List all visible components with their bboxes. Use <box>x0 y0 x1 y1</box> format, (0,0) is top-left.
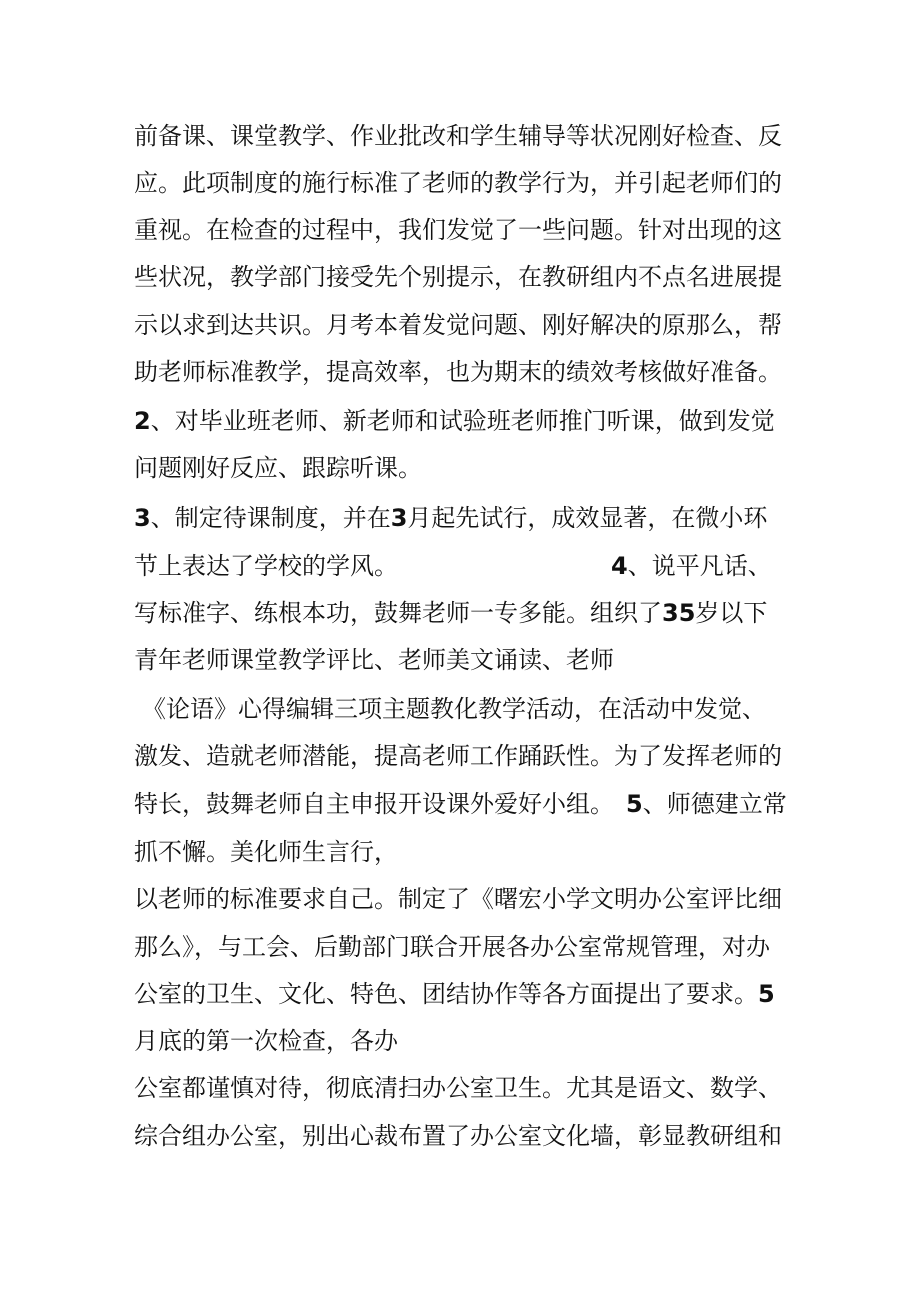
text-run: 那么》，与工会、后勤部门联合开展各办公室常规管理，对办 <box>134 933 770 961</box>
inline-number: 3 <box>390 504 408 532</box>
text-run: 节上表达了学校的学风。 <box>134 552 398 580</box>
text-line <box>134 310 782 340</box>
list-number: 3 <box>134 504 151 532</box>
text-line <box>134 979 775 1009</box>
text-run: 些状况，教学部门接受先个别提示，在教研组内不点名进展提 <box>134 263 782 291</box>
inline-number: 5 <box>758 980 775 1008</box>
text-line <box>142 694 766 724</box>
text-run: 公室的卫生、文化、特色、团结协作等各方面提出了要求。 <box>134 980 758 1008</box>
text-run: 问题刚好反应、跟踪听课。 <box>134 454 422 482</box>
text-run: 、制定待课制度，并在 <box>150 504 391 532</box>
list-number: 4 <box>611 552 628 580</box>
text-line <box>134 789 787 819</box>
text-line <box>134 1026 398 1056</box>
text-line <box>134 932 770 962</box>
text-run: 《论语》心得编辑三项主题教化教学活动，在活动中发觉、 <box>142 695 766 723</box>
text-run: 青年老师课堂教学评比、老师美文诵读、老师 <box>134 646 614 674</box>
text-run: 写标准字、练根本功，鼓舞老师一专多能。组织了 <box>134 599 662 627</box>
text-line <box>134 262 782 292</box>
text-run: 、对毕业班老师、新老师和试验班老师推门听课，做到发觉 <box>150 407 775 435</box>
text-line <box>134 741 782 771</box>
text-run: 助老师标准教学，提高效率，也为期末的绩效考核做好准备。 <box>134 358 782 386</box>
text-run: 月底的第一次检查，各办 <box>134 1027 398 1055</box>
text-run: 岁以下 <box>695 599 768 627</box>
text-run: 激发、造就老师潜能，提高老师工作踊跃性。为了发挥老师的 <box>134 742 782 770</box>
text-run: 应。此项制度的施行标准了老师的教学行为，并引起老师们的 <box>134 169 782 197</box>
text-run: 示以求到达共识。月考本着发觉问题、刚好解决的原那么，帮 <box>134 311 782 339</box>
text-line <box>134 215 782 245</box>
text-line <box>134 168 782 198</box>
text-line <box>134 1121 782 1151</box>
text-run: 、师德建立常 <box>642 790 787 818</box>
text-run: 公室都谨慎对待，彻底清扫办公室卫生。尤其是语文、数学、 <box>134 1074 782 1102</box>
list-number: 2 <box>134 407 151 435</box>
list-number: 5 <box>626 790 643 818</box>
text-run: 抓不懈。美化师生言行， <box>134 838 398 866</box>
inline-number: 35 <box>662 599 696 627</box>
text-line <box>134 837 398 867</box>
text-run: 前备课、课堂教学、作业批改和学生辅导等状况刚好检查、反 <box>134 122 782 150</box>
text-run: 、说平凡话、 <box>627 552 772 580</box>
text-run: 以老师的标准要求自己。制定了《曙宏小学文明办公室评比细 <box>134 885 782 913</box>
text-line <box>134 503 767 533</box>
text-line <box>134 598 767 628</box>
text-line <box>134 406 775 436</box>
text-line <box>134 1073 782 1103</box>
text-run: 月起先试行，成效显著，在微小环 <box>407 504 768 532</box>
text-line <box>134 357 782 387</box>
text-line <box>134 453 422 483</box>
text-line <box>134 121 782 151</box>
text-run: 综合组办公室，别出心裁布置了办公室文化墙，彰显教研组和 <box>134 1122 782 1150</box>
text-line <box>134 884 782 914</box>
text-run: 特长，鼓舞老师自主申报开设课外爱好小组。 <box>134 790 614 818</box>
text-run: 重视。在检查的过程中，我们发觉了一些问题。针对出现的这 <box>134 216 782 244</box>
text-line <box>134 551 772 581</box>
text-line <box>134 645 614 675</box>
